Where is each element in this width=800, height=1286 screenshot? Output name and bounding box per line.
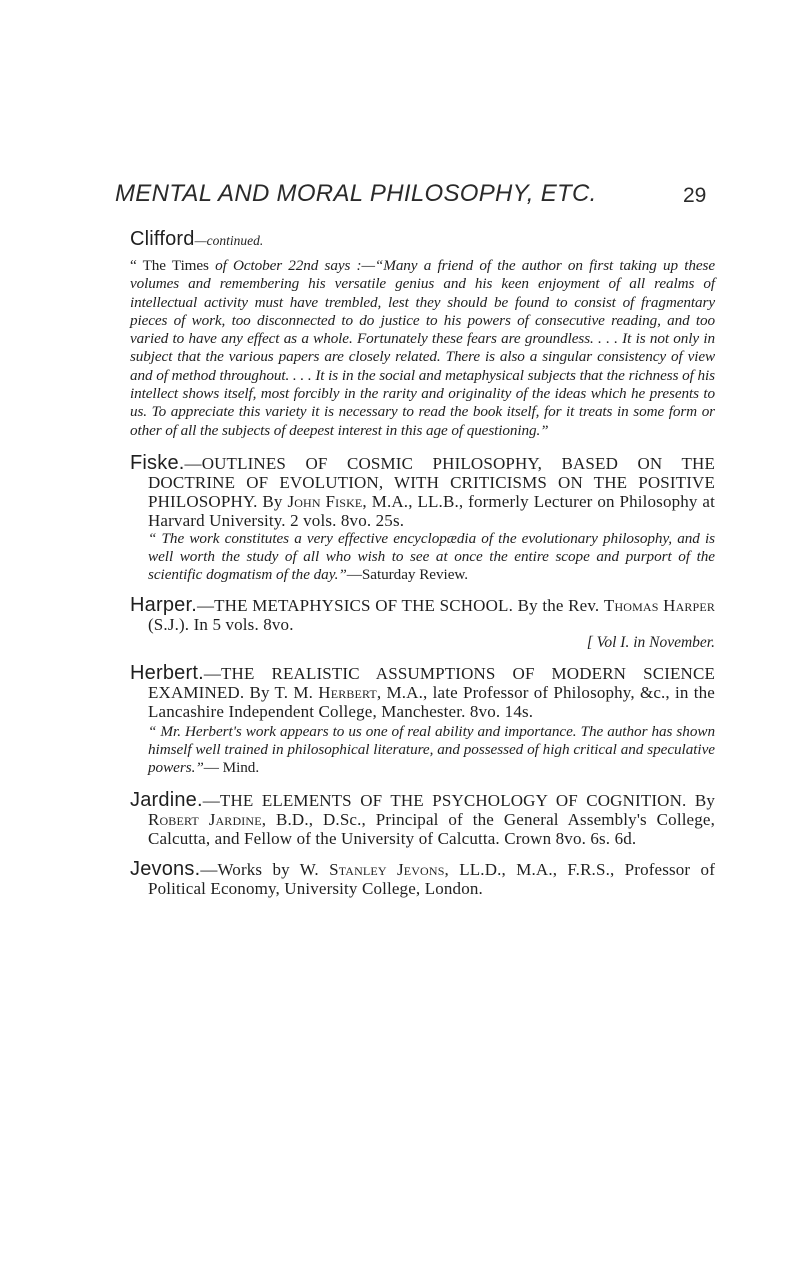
entry-harper xyxy=(130,593,715,652)
author-harper: Thomas Harper xyxy=(603,595,715,615)
fiske-title: Fiske.—OUTLINES OF COSMIC PHILOSOPHY, BASED ON THE DOCTRINE OF EVOLUTION, WITH CRITICISMS ON THE POSITIVE PHILOSOPHY. By John Fiske, M.A., LL.B., formerly Lecturer on Philosophy at Harvard University. 2 vols. 8vo. 25s. xyxy=(130,451,715,530)
review-source: — Mind. xyxy=(203,758,260,776)
entry-head-fiske: Fiske. xyxy=(130,451,185,474)
newspaper-name: Times xyxy=(171,257,209,274)
jevons-title: Jevons.—Works by W. Stanley Jevons, LL.D., M.A., F.R.S., Professor of Political Economy, University College, London. xyxy=(130,857,716,898)
entry-jardine xyxy=(130,788,716,848)
entry-head-jevons: Jevons. xyxy=(130,857,201,880)
continued-label: —continued. xyxy=(194,233,264,248)
author-jevons: Stanley Jevons xyxy=(329,859,445,879)
entry-clifford xyxy=(130,228,715,440)
jardine-title: Jardine.—THE ELEMENTS OF THE PSYCHOLOGY OF COGNITION. By Robert Jardine, B.D., D.Sc., Principal of the General Assembly's College, Calcutta, and Fellow of the University of Calcutta. Crown 8vo. 6s. 6d. xyxy=(130,788,716,848)
harper-note: [ Vol I. in November. xyxy=(586,633,715,651)
herbert-review: “ Mr. Herbert's work appears to us one of real ability and importance. The author has shown himself well trained in philosophical literature, and possessed of high critical and speculative powers.”— Mind. xyxy=(148,722,715,776)
author-fiske: John Fiske xyxy=(287,491,363,511)
page-number: 29 xyxy=(683,184,707,207)
review-source: —Saturday Review. xyxy=(346,565,469,583)
entry-jevons xyxy=(130,857,716,898)
running-head: MENTAL AND MORAL PHILOSOPHY, ETC. xyxy=(115,180,597,207)
author-herbert: Herbert xyxy=(318,682,377,702)
entry-head-harper: Harper. xyxy=(130,593,197,616)
entry-herbert xyxy=(130,661,715,777)
harper-title: Harper.—THE METAPHYSICS OF THE SCHOOL. By the Rev. Thomas Harper (S.J.). In 5 vols. 8vo. xyxy=(130,593,715,634)
entry-head-clifford: Clifford xyxy=(130,228,195,250)
clifford-quote-text: Many a friend of the author on first taking up these volumes and remembering his versatile genius and his keen enjoyment of all realms of intellectual activity must have trembled, lest they should be found to consist of fragmentary pieces of work, too disconnected to do justice to his powers of consecutive reading, and too varied to have any effect as a whole. Fortunately these fears are groundless. . . . It is not only in subject that the various papers are closely related. There is also a singular consistency of view and of method throughout. . . . It is in the social and metaphysical subjects that the richness of his intellect shows itself, most forcibly in the rarity and originality of the ideas which he presents to us. To appreciate this variety it is necessary to read the book itself, for it treats in some form or other of all the subjects of deepest interest in this age of questioning.” xyxy=(130,257,715,439)
entry-head-jardine: Jardine. xyxy=(130,788,203,811)
fiske-review: “ The work constitutes a very effective encyclopædia of the evolutionary philosophy, and is well worth the study of all who wish to see at once the entire scope and purport of the scientific dogmatism of the day.”—Saturday Review. xyxy=(148,529,715,583)
entry-fiske xyxy=(130,451,715,584)
author-jardine: Robert Jardine xyxy=(148,809,262,829)
entry-head-herbert: Herbert. xyxy=(130,661,204,684)
clifford-review: “ The Times of October 22nd says :—“Many a friend of the author on first taking up these volumes and remembering his versatile genius and his keen enjoyment of all realms of intellectual activity must have trembled, lest they should be found to consist of fragmentary pieces of work, too disconnected to do justice to his powers of consecutive reading, and too varied to have any effect as a whole. Fortunately these fears are groundless. . . . It is not only in subject that the various papers are closely related. There is also a singular consistency of view and of method throughout. . . . It is in the social and metaphysical subjects that the richness of his intellect shows itself, most forcibly in the rarity and originality of the ideas which he presents to us. To appreciate this variety it is necessary to read the book itself, for it treats in some form or other of all the subjects of deepest interest in this age of questioning.” xyxy=(130,257,715,439)
catalogue-body xyxy=(130,228,715,908)
herbert-title: Herbert.—THE REALISTIC ASSUMPTIONS OF MODERN SCIENCE EXAMINED. By T. M. Herbert, M.A., late Professor of Philosophy, &c., in the Lancashire Independent College, Manchester. 8vo. 14s. xyxy=(130,661,715,721)
